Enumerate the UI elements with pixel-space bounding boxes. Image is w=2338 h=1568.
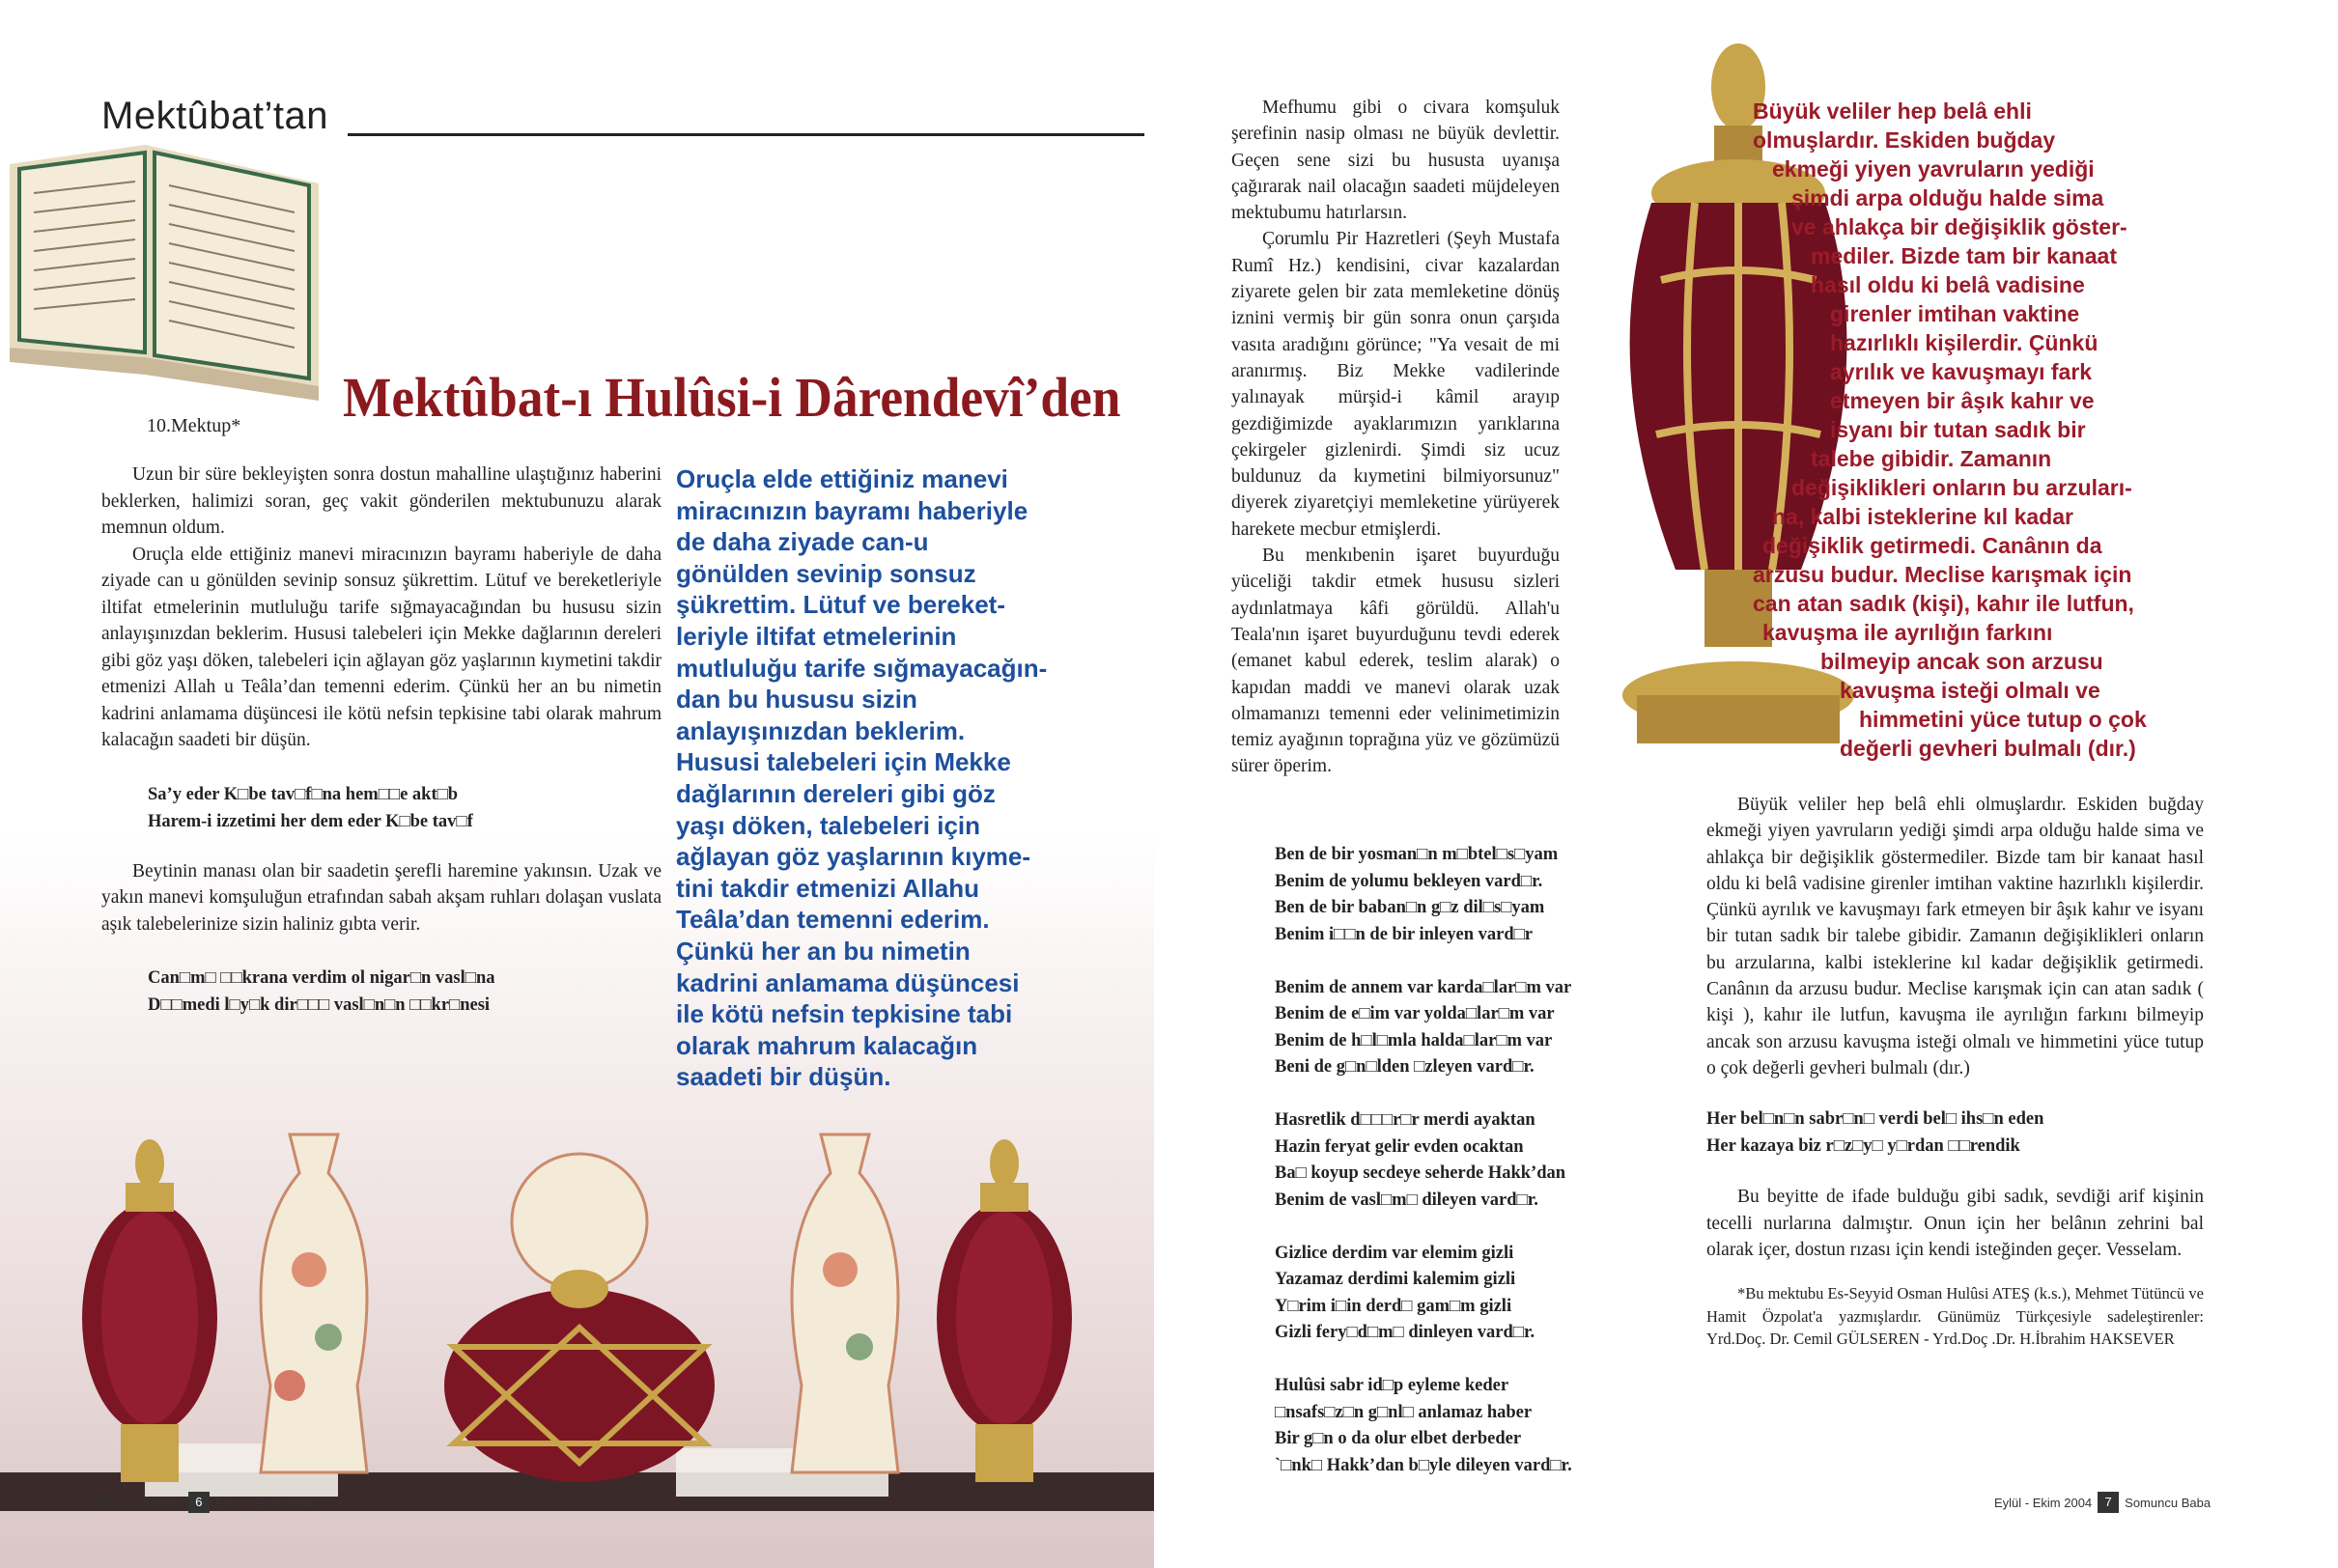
poem-line: Bir g□n o da olur elbet derbeder xyxy=(1275,1429,1522,1448)
poem-line: Beni de g□n□lden □zleyen vard□r. xyxy=(1275,1057,1535,1077)
pull-quote-line: olarak mahrum kalacağın xyxy=(676,1030,978,1060)
poem-line: Can□m□ □□krana verdim ol nigar□n vasl□na xyxy=(148,968,495,988)
pull-quote-line: yaşı döken, talebeleri için xyxy=(676,810,981,840)
pull-quote-line: hasıl oldu ki belâ vadisine xyxy=(1811,272,2085,297)
pull-quote-line: değişiklik getirmedi. Canânın da xyxy=(1762,533,2102,558)
poem-line: Yazamaz derdimi kalemim gizli xyxy=(1275,1270,1516,1289)
right-text-column-2 xyxy=(1706,792,2204,1366)
poem-line: Hazin feryat gelir evden ocaktan xyxy=(1275,1136,1524,1157)
paragraph: Beytinin manası olan bir saadetin şerefli haremine yakınsın. Uzak ve yakın manevi komşuluğun etrafından sabah akşam ruhları dolaşan vuslata aşık talebelerinize sizin haliniz gıbta verir. xyxy=(101,860,662,935)
poem-line: Hulûsi sabr id□p eyleme keder xyxy=(1275,1376,1509,1395)
page-footer xyxy=(97,1492,313,1513)
paragraph: Bu menkıbenin işaret buyurduğu yüceliği takdir etmek hususu sizleri aydınlatmaya kâfi görüldü. Allah'u Teala'nın işaret buyurduğunu tevdi ederek (emanet kabul ederek, teslim alarak) o kapıdan maddi ve manevi olarak uzak olmamanızı temenni eder velinimetimizin temiz ayağının toprağına yüz ve gözümüzü sürer öperim. xyxy=(1231,546,1560,777)
pull-quote-line: dağlarının dereleri gibi göz xyxy=(676,778,996,808)
paragraph: Mefhumu gibi o civara komşuluk şerefinin nasip olması ne büyük devlettir. Geçen sene sizi bu hususta uyanışa çağırarak nail olacağın saadeti müjdeleyen mektubumu hatırlarsın. xyxy=(1231,98,1560,224)
pull-quote-line: kadrini anlamama düşüncesi xyxy=(676,967,1020,997)
pull-quote-line: talebe gibidir. Zamanın xyxy=(1811,446,2052,471)
pull-quote-red xyxy=(1733,97,2236,763)
pull-quote-line: mediler. Bizde tam bir kanaat xyxy=(1811,243,2118,268)
poem-line: Gizli fery□d□m□ dinleyen vard□r. xyxy=(1275,1323,1535,1342)
pull-quote-line: kavuşma isteği olmalı ve xyxy=(1840,678,2100,703)
section-heading: Mektûbat’tan xyxy=(101,95,329,137)
poem-couplet xyxy=(1706,1106,2204,1160)
poem-line: `□nk□ Hakk’dan b□yle dileyen vard□r. xyxy=(1275,1455,1572,1475)
pull-quote-line: Büyük veliler hep belâ ehli xyxy=(1753,98,2032,124)
magazine-name: Somuncu Baba xyxy=(2125,1495,2211,1510)
pull-quote-line: himmetini yüce tutup o çok xyxy=(1859,707,2147,732)
poem-line: Benim de vasl□m□ dileyen vard□r. xyxy=(1275,1190,1538,1210)
poem-line: Ben de bir baban□n g□z dil□s□yam xyxy=(1275,898,1545,917)
poem-line: Benim de yolumu bekleyen vard□r. xyxy=(1275,871,1543,891)
pull-quote-line: değişiklikleri onların bu arzuları- xyxy=(1791,475,2132,500)
heading-rule xyxy=(348,133,1144,136)
poem-line: D□□medi l□y□k dir□□□ vasl□n□n □□kr□nesi xyxy=(148,995,491,1015)
pull-quote-blue xyxy=(676,463,1074,1093)
decorative-vases-icon xyxy=(0,1096,1154,1511)
left-page xyxy=(0,0,1154,1568)
right-text-column-1 xyxy=(1231,95,1637,780)
pull-quote-line: anlayışınızdan beklerim. xyxy=(676,715,966,745)
pull-quote-line: gönülden sevinip sonsuz xyxy=(676,558,976,588)
pull-quote-line: dan bu hususu sizin xyxy=(676,685,917,714)
pull-quote-line: değerli gevheri bulmalı (dır.) xyxy=(1840,736,2136,761)
poem-line: Her bel□n□n sabr□n□ verdi bel□ ihs□n eden xyxy=(1706,1109,2044,1130)
poem-line: Benim de e□im var yolda□lar□m var xyxy=(1275,1004,1555,1023)
poem-line: Hasretlik d□□□r□r merdi ayaktan xyxy=(1275,1110,1535,1130)
poem-line: Benim i□□n de bir inleyen vard□r xyxy=(1275,924,1534,944)
footnote: *Bu mektubu Es-Seyyid Osman Hulûsi ATEŞ (k.s.), Mehmet Tütüncü ve Hamit Özpolat'a yazmışlardır. Günümüz Türkçesiyle sadeleştirenler: Yrd.Doç. Dr. Cemil GÜLSEREN - Yrd.Doç .Dr. H.İbrahim HAKSEVER xyxy=(1706,1284,2204,1349)
pull-quote-line: Teâla’dan temenni ederim. xyxy=(676,905,990,935)
pull-quote-line: etmeyen bir âşık kahır ve xyxy=(1830,388,2095,413)
pull-quote-line: ağlayan göz yaşlarının kıyme- xyxy=(676,842,1031,872)
paragraph: Uzun bir süre bekleyişten sonra dostun mahalline ulaştığınız haberini beklerken, halimizi soran, geç vakit gönderilen mektubunuzu alarak memnun oldum. xyxy=(101,464,662,538)
pull-quote-line: şükrettim. Lütuf ve bereket- xyxy=(676,590,1005,620)
pull-quote-line: can atan sadık (kişi), kahır ile lutfun, xyxy=(1753,591,2134,616)
pull-quote-line: arzusu budur. Meclise karışmak için xyxy=(1753,562,2132,587)
paragraph: Çorumlu Pir Hazretleri (Şeyh Mustafa Rumî Hz.) kendisini, civar kazalardan ziyarete gelen bir zata memleketine dönüş iznini vermiş bir gün sonra onun çarşıda vasıta aradığını görünce; "Ya vesait de mi aranırmış. Biz Mekke vadilerinde yalınayak mürşid-i kâmil arayıp gezdiğimizde ayaklarımızın yarıklarına çekirgeler gizlenirdi. Şimdi siz ucuz buldunuz da kıymetini bilmiyorsunuz" diyerek ziyaretçiyi memleketine yürüyerek harekete mecbur etmişlerdi. xyxy=(1231,229,1560,540)
paragraph: Bu beyitte de ifade bulduğu gibi sadık, sevdiği arif kişinin tecelli nurlarına dalmıştır. Onun için her belânın zehrini bal olarak içer, dostun rızası için kendi isteğinden geçer. Vesselam. xyxy=(1706,1187,2204,1260)
poem-couplet xyxy=(101,781,662,835)
pull-quote-line: hazırlıklı kişilerdir. Çünkü xyxy=(1830,330,2099,355)
letter-number: 10.Mektup* xyxy=(147,415,241,436)
pull-quote-line: şimdi arpa olduğu halde sima xyxy=(1791,185,2104,210)
pull-quote-line: Çünkü her an bu nimetin xyxy=(676,936,971,966)
pull-quote-line: mutluluğu tarife sığmayacağın- xyxy=(676,653,1048,683)
pull-quote-line: Oruçla elde ettiğiniz manevi xyxy=(676,464,1008,493)
pull-quote-line: de daha ziyade can-u xyxy=(676,527,929,557)
poem-line: Benim de h□l□mla halda□lar□m var xyxy=(1275,1030,1553,1050)
poem-stanza xyxy=(1275,1107,1680,1214)
issue-date: Eylül - Ekim 2004 xyxy=(214,1495,314,1510)
page-number: 6 xyxy=(188,1492,210,1513)
poem-couplet xyxy=(101,965,662,1019)
pull-quote-line: girenler imtihan vaktine xyxy=(1830,301,2080,326)
paragraph: Oruçla elde ettiğiniz manevi miracınızın bayramı haberiyle de daha ziyade can u gönülden sevinip sonsuz şükrettim. Lütuf ve bereketleriyle iltifat etmelerinin mutluluğu tarife sığmayacağından bu hususu sizin anlayışınızdan beklerim. Hususi talebeleri için Mekke dağlarının dereleri gibi göz yaşı döken, talebeleri için ağlayan göz yaşlarının kıymetini takdir etmenizi Allah u Teâla’dan temenni ederim. Çünkü her an bu nimetin kadrini anlamama düşüncesi ile kötü nefsin tepkisine tabi olarak mahrum kalacağın saadeti bir düşün. xyxy=(101,544,662,750)
open-book-icon xyxy=(0,126,328,415)
poem-line: □nsafs□z□n g□nl□ anlamaz haber xyxy=(1275,1402,1533,1422)
page-footer xyxy=(1994,1492,2211,1513)
poem-stanza xyxy=(1275,842,1680,948)
left-text-column xyxy=(101,462,662,1019)
right-page xyxy=(1154,0,2338,1568)
issue-date: Eylül - Ekim 2004 xyxy=(1994,1495,2093,1510)
pull-quote-line: olmuşlardır. Eskiden buğday xyxy=(1753,127,2056,153)
pull-quote-line: leriyle iltifat etmelerinin xyxy=(676,621,957,651)
pull-quote-line: miracınızın bayramı haberiyle xyxy=(676,495,1028,525)
pull-quote-line: Hususi talebeleri için Mekke xyxy=(676,747,1011,777)
paragraph: Büyük veliler hep belâ ehli olmuşlardır. Eskiden buğday ekmeği yiyen yavruların yediği şimdi arpa olduğu halde sima ve ahlakça bir değişiklik göstermediler. Bizde tam bir kanaat hasıl oldu ki belâ vadisine girenler imtihan vaktine hazırlıklı kişilerdir. Çünkü ayrılık ve kavuşmayı fark etmeyen bir âşık kahır ve isyanı bir tutan sadık bir talebe gibidir. Zamanın değişiklikleri onların bu arzularına, kalbi isteklerine kıl kadar değişiklik getirmedi. Canânın da arzusu budur. Meclise karışmak için can atan sadık ( kişi ), kahır ile lutfun, kavuşma ile ayrılığın farkını bilmeyip ancak son arzusu kavuşma isteği olmalı ve himmetini yüce tutup o çok değerli gevheri bulmalı (dır.) xyxy=(1706,795,2204,1078)
poem-stanza xyxy=(1275,1241,1680,1347)
pull-quote-line: tini takdir etmenizi Allahu xyxy=(676,873,979,903)
pull-quote-line: na, kalbi isteklerine kıl kadar xyxy=(1772,504,2073,529)
magazine-name: Somuncu Baba xyxy=(97,1495,183,1510)
pull-quote-line: saadeti bir düşün. xyxy=(676,1062,891,1092)
pull-quote-line: ekmeği yiyen yavruların yediği xyxy=(1772,156,2095,182)
poem-line: Ben de bir yosman□n m□btel□s□yam xyxy=(1275,845,1559,864)
poem xyxy=(1275,842,1680,1506)
pull-quote-line: ayrılık ve kavuşmayı fark xyxy=(1830,359,2093,384)
pull-quote-line: bilmeyip ancak son arzusu xyxy=(1820,649,2103,674)
pull-quote-line: kavuşma ile ayrılığın farkını xyxy=(1762,620,2053,645)
poem-stanza xyxy=(1275,1373,1680,1479)
pull-quote-line: isyanı bir tutan sadık bir xyxy=(1830,417,2086,442)
poem-line: Sa’y eder K□be tav□f□na hem□□e akt□b xyxy=(148,784,459,804)
poem-line: Her kazaya biz r□z□y□ y□rdan □□rendik xyxy=(1706,1136,2020,1157)
poem-line: Gizlice derdim var elemim gizli xyxy=(1275,1243,1514,1263)
page-number: 7 xyxy=(2098,1492,2119,1513)
poem-line: Benim de annem var karda□lar□m var xyxy=(1275,977,1572,997)
pull-quote-line: ve ahlakça bir değişiklik göster- xyxy=(1791,214,2127,239)
article-title: Mektûbat-ı Hulûsi-i Dârendevî’den xyxy=(343,366,1121,429)
pull-quote-line: ile kötü nefsin tepkisine tabi xyxy=(676,999,1013,1029)
poem-line: Y□rim i□in derd□ gam□m gizli xyxy=(1275,1296,1512,1316)
poem-stanza xyxy=(1275,975,1680,1081)
poem-line: Harem-i izzetimi her dem eder K□be tav□f xyxy=(148,811,473,831)
poem-line: Ba□ koyup secdeye seherde Hakk’dan xyxy=(1275,1163,1566,1183)
